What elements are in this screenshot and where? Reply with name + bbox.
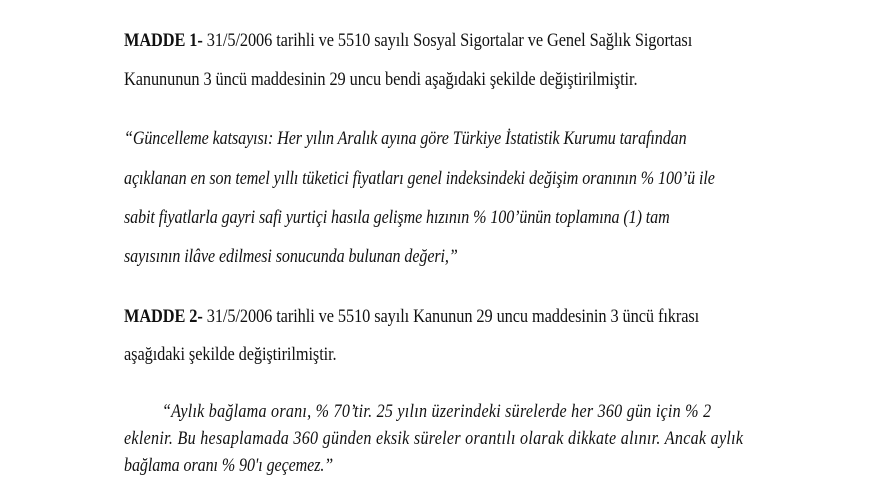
madde-2-line-1 [124, 305, 699, 329]
madde-1-line-1 [124, 29, 692, 53]
madde-1-text-1: 31/5/2006 tarihli ve 5510 sayılı Sosyal Sigortalar ve Genel Sağlık Sigortası [206, 30, 693, 51]
madde-1-heading: MADDE 1- [124, 30, 203, 51]
madde-2-text-2: aşağıdaki şekilde değiştirilmiştir. [124, 344, 337, 365]
madde-1-text-2: Kanununun 3 üncü maddesinin 29 uncu bendi aşağıdaki şekilde değiştirilmiştir. [124, 69, 638, 90]
madde-2-text-1: 31/5/2006 tarihli ve 5510 sayılı Kanunun 29 uncu maddesinin 3 üncü fıkrası [206, 306, 700, 327]
quote-1-line-3: sabit fiyatlarla gayri safi yurtiçi hasıla gelişme hızının % 100’ünün toplamına (1) tam [124, 207, 670, 228]
quote-2-line-2: eklenir. Bu hesaplamada 360 günden eksik süreler orantılı olarak dikkate alınır. Ancak aylık [124, 428, 744, 449]
madde-2-heading: MADDE 2- [124, 306, 203, 327]
madde-1-line-2 [124, 68, 637, 92]
quote-1-line-2: açıklanan en son temel yıllı tüketici fiyatları genel indeksindeki değişim oranının % 100’ü ile [124, 168, 715, 189]
madde-2-line-2 [124, 343, 337, 367]
quote-1-line-4: sayısının ilâve edilmesi sonucunda bulunan değeri,” [124, 246, 458, 267]
quote-1-line-1: “Güncelleme katsayısı: Her yılın Aralık ayına göre Türkiye İstatistik Kurumu tarafından [124, 128, 687, 149]
quote-2-line-1: “Aylık bağlama oranı, % 70’tir. 25 yılın üzerindeki sürelerde her 360 gün için % 2 [162, 401, 712, 422]
quote-2-line-3: bağlama oranı % 90'ı geçemez.” [124, 455, 334, 476]
